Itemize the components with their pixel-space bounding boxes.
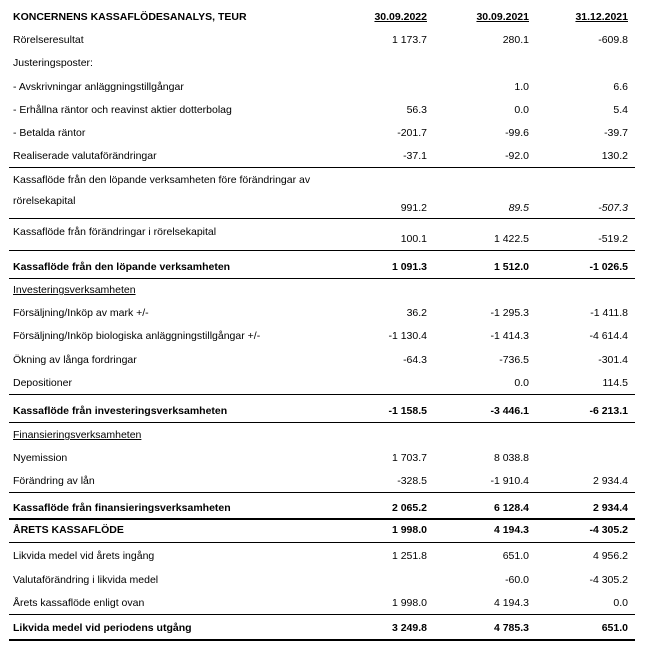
row-value: -92.0 (505, 150, 529, 162)
row-value: 1 998.0 (391, 524, 427, 536)
row-value: -1 158.5 (388, 405, 427, 417)
row-value: 130.2 (601, 150, 628, 162)
row-label: Kassaflöde från den löpande verksamheten (13, 261, 231, 273)
row-label: Kassaflöde från investeringsverksamheten (13, 405, 228, 417)
row-value: 6 128.4 (493, 502, 529, 514)
row-label: Försäljning/Inköp av mark +/- (13, 307, 149, 319)
divider (9, 422, 635, 423)
row-value: 3 249.8 (391, 622, 427, 634)
row-label: ÅRETS KASSAFLÖDE (13, 524, 124, 536)
column-header-30-09-2022: 30.09.2022 (374, 11, 427, 23)
row-value: 1.0 (514, 81, 529, 93)
row-value: -6 213.1 (589, 405, 628, 417)
divider (9, 492, 635, 493)
row-value: 4 194.3 (493, 524, 529, 536)
row-value: -1 910.4 (490, 475, 529, 487)
row-label: - Betalda räntor (13, 127, 86, 139)
row-value: 2 934.4 (592, 475, 628, 487)
divider (9, 639, 635, 641)
row-label: Ökning av långa fordringar (13, 354, 137, 366)
row-value: -519.2 (598, 233, 628, 245)
row-label: Likvida medel vid årets ingång (13, 550, 155, 562)
divider (9, 218, 635, 219)
row-value: 100.1 (400, 233, 427, 245)
row-value: -3 446.1 (490, 405, 529, 417)
row-value: 56.3 (406, 104, 427, 116)
row-label: - Avskrivningar anläggningstillgångar (13, 81, 184, 93)
row-value: 0.0 (514, 104, 529, 116)
row-value: 2 065.2 (391, 502, 427, 514)
row-label: Valutaförändring i likvida medel (13, 574, 159, 586)
divider (9, 394, 635, 395)
row-value: 651.0 (601, 622, 628, 634)
divider (9, 167, 635, 168)
row-value: 0.0 (613, 597, 628, 609)
row-value: 280.1 (502, 34, 529, 46)
row-value: -64.3 (403, 354, 427, 366)
row-label: Realiserade valutaförändringar (13, 150, 157, 162)
table-title: KONCERNENS KASSAFLÖDESANALYS, TEUR (13, 11, 247, 23)
row-label: Likvida medel vid periodens utgång (13, 622, 192, 634)
divider (9, 250, 635, 251)
row-label: Årets kassaflöde enligt ovan (13, 597, 145, 609)
row-value: 4 785.3 (493, 622, 529, 634)
divider (9, 518, 635, 520)
row-label: Justeringsposter: (13, 57, 93, 69)
row-label: Förändring av lån (13, 475, 95, 487)
row-value: -4 305.2 (589, 524, 628, 536)
row-label: Depositioner (13, 377, 72, 389)
row-label: Kassaflöde från den löpande verksamheten före förändringar av (13, 174, 311, 186)
row-value: 991.2 (400, 202, 427, 214)
divider (9, 278, 635, 279)
row-value: 8 038.8 (493, 452, 529, 464)
row-value: -4 305.2 (589, 574, 628, 586)
row-value: 89.5 (508, 202, 529, 214)
row-value: 4 194.3 (493, 597, 529, 609)
row-value: -60.0 (505, 574, 529, 586)
row-value: -1 130.4 (388, 330, 427, 342)
row-value: 1 422.5 (493, 233, 529, 245)
row-value: -201.7 (397, 127, 427, 139)
row-label: Kassaflöde från finansieringsverksamheten (13, 502, 231, 514)
row-value: 1 998.0 (391, 597, 427, 609)
row-label: rörelsekapital (13, 195, 76, 207)
row-value: -736.5 (499, 354, 529, 366)
row-value: -328.5 (397, 475, 427, 487)
row-value: 5.4 (613, 104, 628, 116)
row-value: -1 295.3 (490, 307, 529, 319)
column-header-30-09-2021: 30.09.2021 (476, 11, 529, 23)
row-value: -99.6 (505, 127, 529, 139)
row-value: 0.0 (514, 377, 529, 389)
row-value: -39.7 (604, 127, 628, 139)
row-value: -1 414.3 (490, 330, 529, 342)
row-value: 1 703.7 (391, 452, 427, 464)
row-value: -37.1 (403, 150, 427, 162)
row-value: 1 251.8 (391, 550, 427, 562)
column-header-31-12-2021: 31.12.2021 (575, 11, 628, 23)
row-label: Rörelseresultat (13, 34, 84, 46)
row-value: -4 614.4 (589, 330, 628, 342)
row-label: - Erhållna räntor och reavinst aktier dotterbolag (13, 104, 232, 116)
section-heading-financing: Finansieringsverksamheten (13, 429, 142, 441)
row-label: Nyemission (13, 452, 68, 464)
row-value: 2 934.4 (592, 502, 628, 514)
row-value: -1 026.5 (589, 261, 628, 273)
row-value: 1 091.3 (391, 261, 427, 273)
row-value: -1 411.8 (590, 307, 628, 319)
row-value: 4 956.2 (592, 550, 628, 562)
divider (9, 542, 635, 543)
section-heading-investing: Investeringsverksamheten (13, 284, 136, 296)
row-label: Försäljning/Inköp biologiska anläggningstillgångar +/- (13, 330, 261, 342)
row-value: 114.5 (602, 377, 628, 389)
divider (9, 614, 635, 615)
row-value: 651.0 (502, 550, 529, 562)
row-value: -507.3 (598, 202, 628, 214)
row-value: -301.4 (598, 354, 628, 366)
row-value: -609.8 (598, 34, 628, 46)
row-value: 1 173.7 (391, 34, 427, 46)
row-label: Kassaflöde från förändringar i rörelsekapital (13, 226, 217, 238)
row-value: 36.2 (406, 307, 427, 319)
row-value: 1 512.0 (493, 261, 529, 273)
row-value: 6.6 (613, 81, 628, 93)
